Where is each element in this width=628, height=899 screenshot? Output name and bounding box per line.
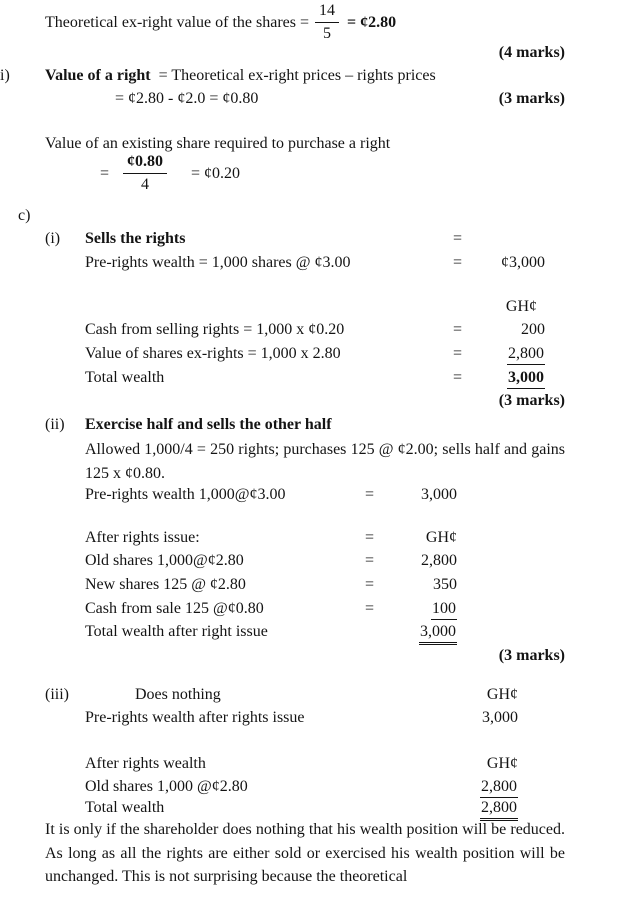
table-row <box>45 709 565 733</box>
row-label: After rights wealth <box>85 755 206 772</box>
marks-3-part-i: (3 marks) <box>498 90 565 107</box>
sec1-title: Sells the rights <box>85 230 186 247</box>
sec2-body-paragraph: Allowed 1,000/4 = 250 rights; purchases 125 @ ¢2.00; sells half and gains 125 x ¢0.80. <box>85 441 565 482</box>
row-value <box>377 552 457 570</box>
row-label: Value of shares ex-rights = 1,000 x 2.80 <box>85 345 341 362</box>
existing-share-heading: Value of an existing share required to purchase a right <box>45 135 391 152</box>
table-row <box>45 254 565 278</box>
table-row <box>45 345 565 369</box>
value-text: ¢3,000 <box>501 254 545 271</box>
row-value <box>377 600 457 620</box>
sec3-title: Does nothing <box>135 686 221 703</box>
part-i-calc-row <box>45 90 565 114</box>
row-label: Old shares 1,000@¢2.80 <box>85 552 244 569</box>
existing-share-fraction-line <box>100 153 240 195</box>
table-row-total <box>45 623 565 647</box>
table-row <box>45 600 565 624</box>
existing-share-result: = ¢0.20 <box>191 164 241 182</box>
value-text: 100 <box>431 600 457 620</box>
part-c-label: c) <box>18 207 31 224</box>
table-row <box>45 552 565 576</box>
currency-text: GH¢ <box>486 686 518 703</box>
closing-paragraph: It is only if the shareholder does nothing that his wealth position will be reduced. As long as all the rights are either sold or exercised his wealth position will be unchanged. This is not surprising because the theoretical <box>45 821 565 886</box>
table-row <box>45 576 565 600</box>
equals-sign: = <box>453 254 463 271</box>
theoretical-ex-right-result: = ¢2.80 <box>347 13 397 31</box>
row-label: Cash from sale 125 @¢0.80 <box>85 600 264 617</box>
fraction-numerator: ¢0.80 <box>123 153 167 174</box>
fraction-080-4 <box>123 153 167 195</box>
sec1-number: (i) <box>45 230 61 247</box>
value-text: 3,000 <box>507 369 545 389</box>
row-label: Pre-rights wealth after rights issue <box>85 709 305 726</box>
sec2-number: (ii) <box>45 416 65 433</box>
marks-row <box>45 44 565 68</box>
row-label: After rights issue: <box>85 529 200 546</box>
marks-3-sec1: (3 marks) <box>498 392 565 409</box>
value-text: 2,800 <box>507 345 545 365</box>
table-row <box>45 529 565 553</box>
value-text: 2,800 <box>421 552 457 569</box>
row-value <box>438 709 518 727</box>
row-value <box>377 576 457 594</box>
marks-row <box>45 392 565 416</box>
equals-sign: = <box>453 230 463 247</box>
theoretical-ex-right-text: Theoretical ex-right value of the shares = <box>45 13 310 31</box>
row-value <box>377 486 457 504</box>
equals-sign: = <box>453 321 463 338</box>
currency-header-row <box>45 298 565 322</box>
fraction-numerator: 14 <box>315 2 339 23</box>
fraction-denominator: 5 <box>323 25 332 43</box>
part-i-row <box>0 67 565 91</box>
equals-sign: = <box>453 369 463 386</box>
sec3-number: (iii) <box>45 686 69 703</box>
sec3-header-row <box>45 686 565 710</box>
currency-text: GH¢ <box>425 529 457 546</box>
row-label: Pre-rights wealth = 1,000 shares @ ¢3.00 <box>85 254 351 271</box>
value-text: 3,000 <box>421 486 457 503</box>
currency-header <box>465 298 545 316</box>
row-value <box>438 778 518 798</box>
value-text: 3,000 <box>482 709 518 726</box>
marks-4: (4 marks) <box>498 44 565 61</box>
row-label: Total wealth <box>85 369 165 386</box>
table-row <box>45 321 565 345</box>
theoretical-ex-right-line <box>45 2 396 44</box>
row-value <box>465 369 545 389</box>
row-value <box>377 623 457 645</box>
part-i-calc: = ¢2.80 - ¢2.0 = ¢0.80 <box>115 90 259 107</box>
row-label: Cash from selling rights = 1,000 x ¢0.20 <box>85 321 345 338</box>
equals-sign: = <box>365 486 375 503</box>
table-row <box>45 486 565 510</box>
equals-sign: = <box>100 164 110 182</box>
row-label: Old shares 1,000 @¢2.80 <box>85 778 248 795</box>
row-label: Pre-rights wealth 1,000@¢3.00 <box>85 486 286 503</box>
row-value <box>465 254 545 272</box>
value-text: 350 <box>433 576 457 593</box>
sec1-header-row <box>45 230 565 254</box>
equals-sign: = <box>365 552 375 569</box>
row-value <box>465 345 545 365</box>
equals-sign: = <box>365 600 375 617</box>
value-text: 2,800 <box>480 778 518 798</box>
marks-row <box>45 647 565 671</box>
table-row-total <box>45 369 565 393</box>
value-text: 2,800 <box>480 799 518 821</box>
sec2-title: Exercise half and sells the other half <box>85 416 332 433</box>
value-of-a-right-formula: = Theoretical ex-right prices – rights prices <box>158 67 436 84</box>
value-text: 200 <box>521 321 545 338</box>
value-text: 3,000 <box>419 623 457 645</box>
sec2-header-row <box>45 416 565 440</box>
fraction-14-5 <box>315 2 339 44</box>
currency-header <box>438 686 518 704</box>
fraction-denominator: 4 <box>141 176 150 194</box>
table-row <box>45 755 565 779</box>
row-value <box>465 321 545 339</box>
currency-header <box>438 755 518 773</box>
currency-text: GH¢ <box>505 298 537 315</box>
part-i-label: i) <box>0 67 10 84</box>
row-label: Total wealth after right issue <box>85 623 268 640</box>
row-label: Total wealth <box>85 799 165 816</box>
value-of-a-right-title: Value of a right <box>45 67 151 84</box>
marks-3-sec2: (3 marks) <box>498 647 565 664</box>
currency-text: GH¢ <box>486 755 518 772</box>
currency-header <box>377 529 457 547</box>
row-label: New shares 125 @ ¢2.80 <box>85 576 246 593</box>
part-i-line <box>45 67 436 85</box>
equals-sign: = <box>365 576 375 593</box>
equals-sign: = <box>453 345 463 362</box>
equals-sign: = <box>365 529 375 546</box>
